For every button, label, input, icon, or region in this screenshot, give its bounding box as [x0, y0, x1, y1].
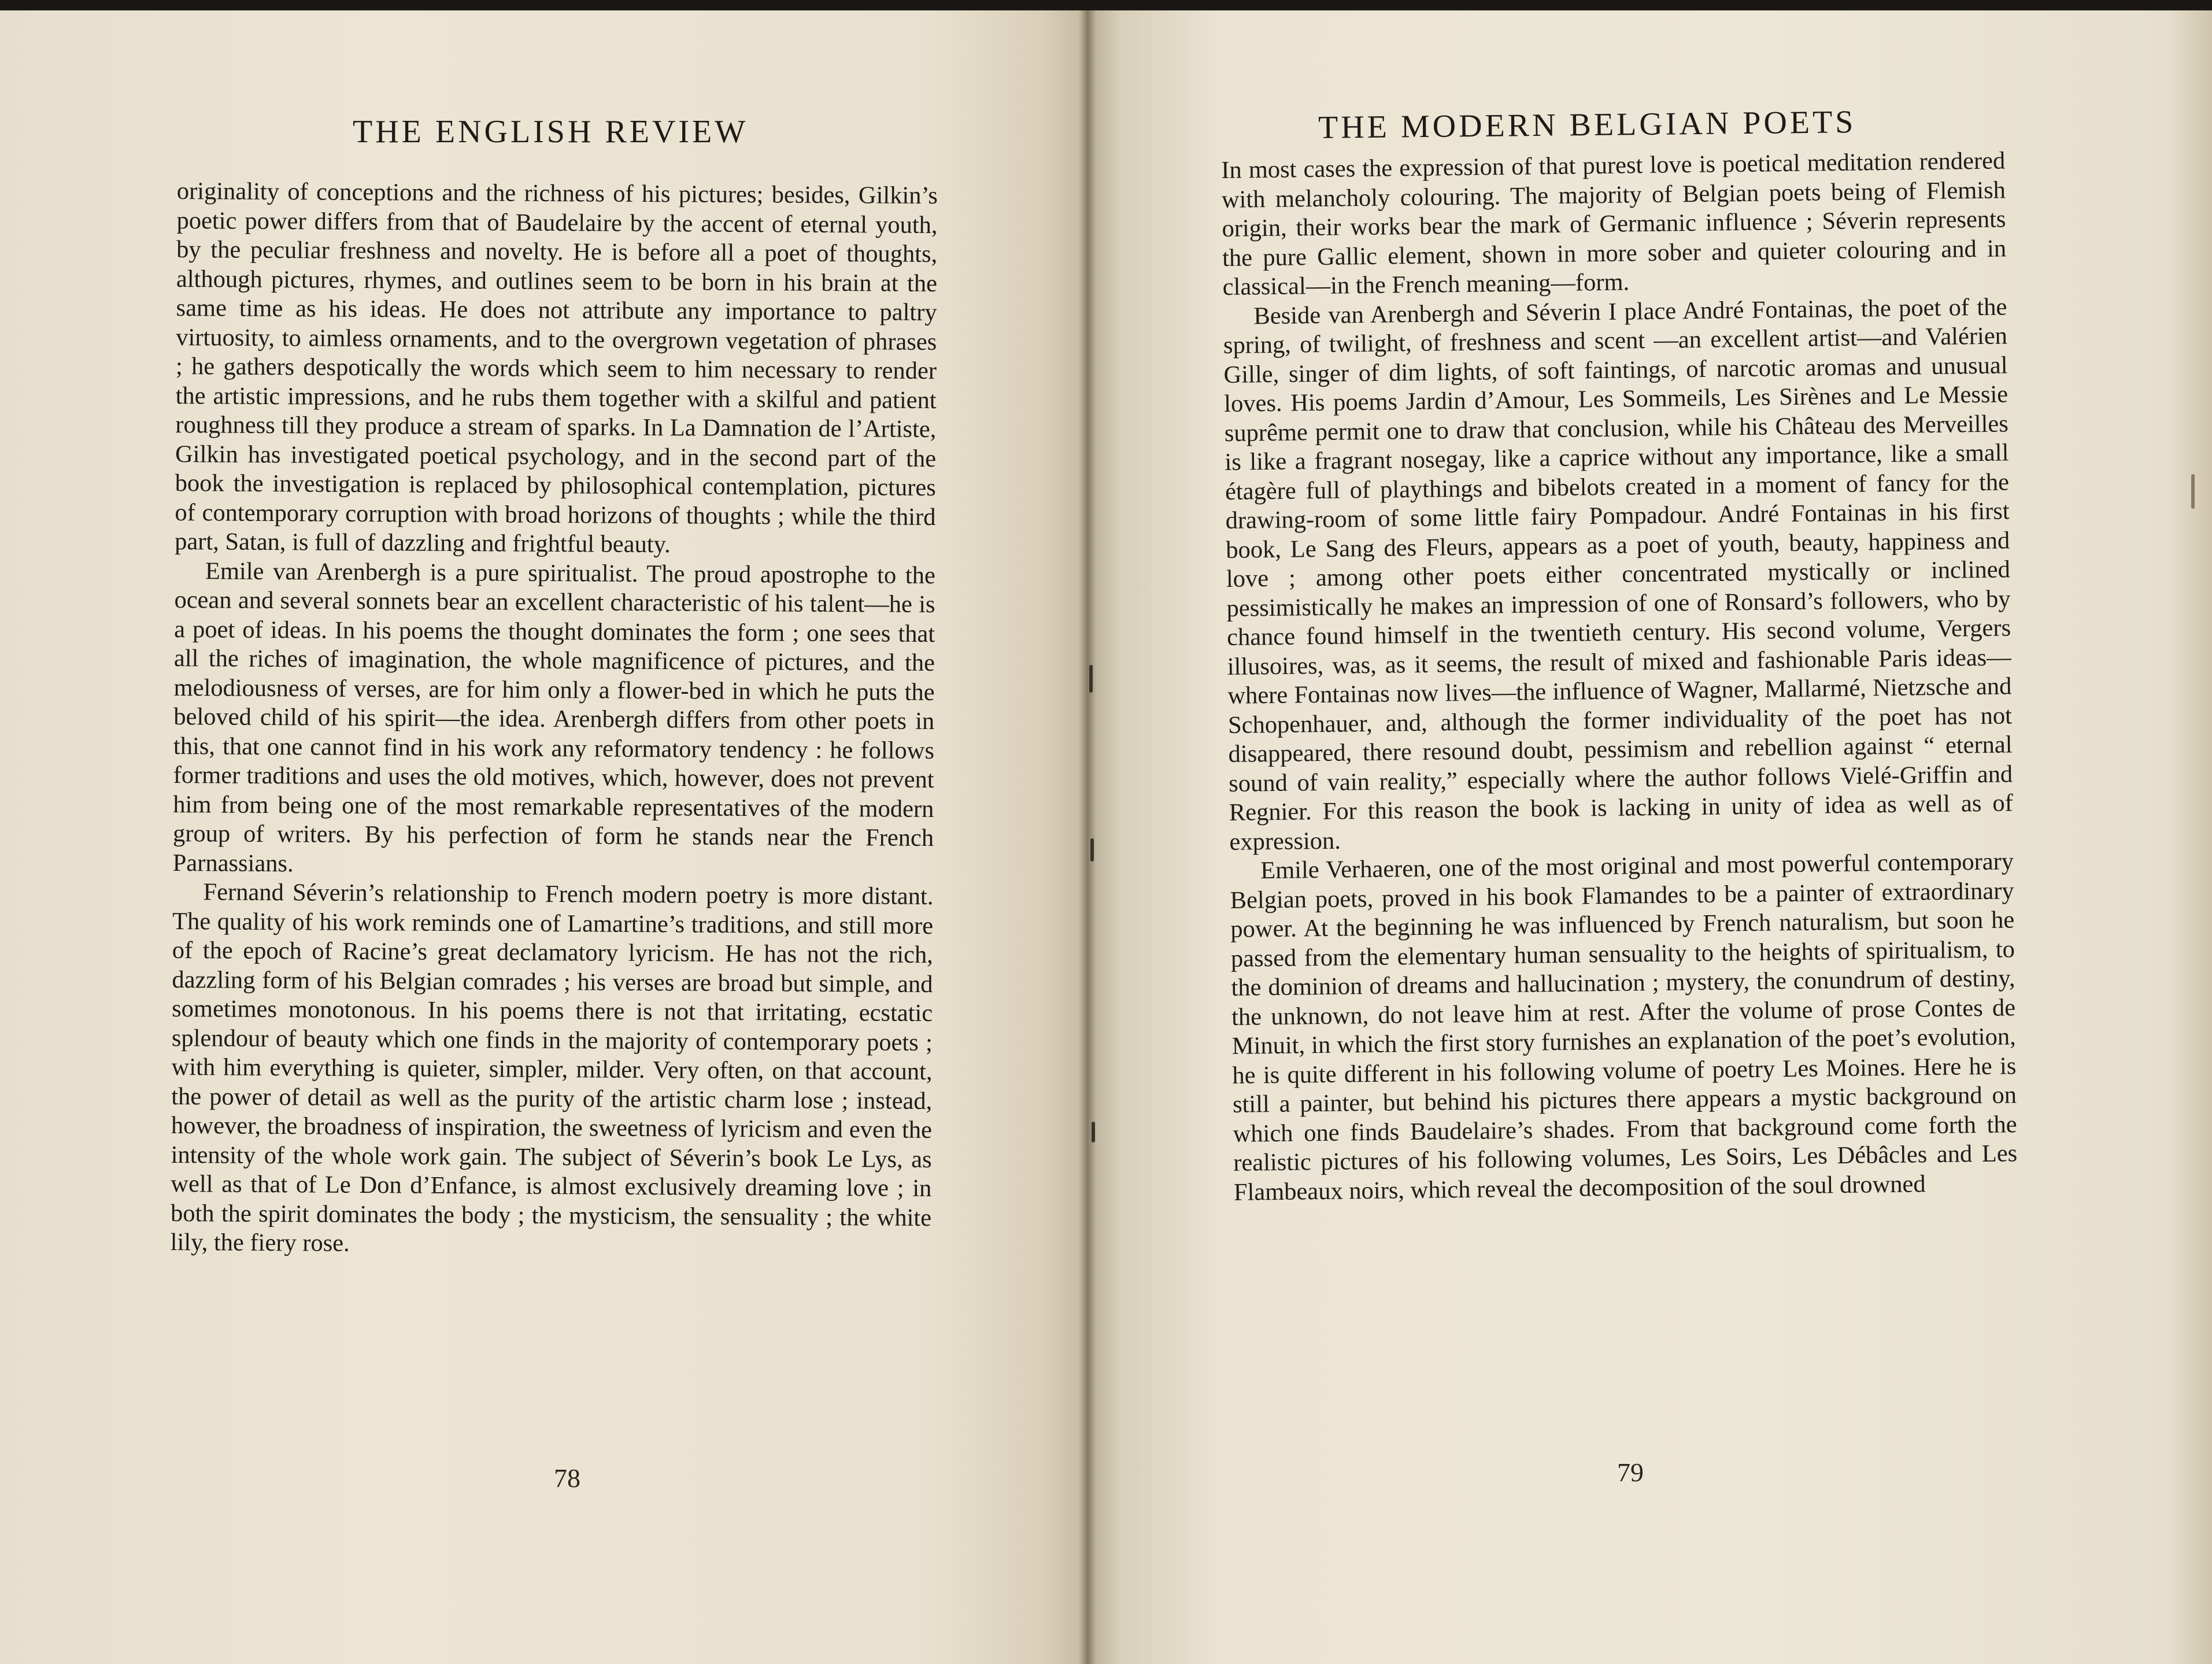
book-gutter [1079, 10, 1096, 1664]
binding-thread-mark [1092, 1122, 1095, 1142]
paragraph: Fernand Séverin’s relationship to French modern poetry is more distant. The quality of his work reminds one of Lamartine’s traditions, and still more of the epoch of Racine’s great declamatory lyricism. He has not the rich, dazzling form of his Belgian comrades ; his verses are broad but simple, and sometimes monotonous. In his poems there is not that irritating, ecstatic splendour of beauty which one finds in the majority of contemporary poets ; with him everything is quieter, simpler, milder. Very often, on that account, the power of detail as well as the purity of the artistic charm lose ; instead, however, the broadness of inspiration, the sweetness of lyricism and even the intensity of the whole work gain. The subject of Séverin’s book Le Lys, as well as that of Le Don d’Enfance, is almost exclusively dreaming love ; in both the spirit dominates the body ; the mysticism, the sensuality ; the white lily, the fiery rose. [170, 878, 934, 1257]
paragraph: Emile Verhaeren, one of the most original and most powerful contemporary Belgian poets, proved in his book Flamandes to be a painter of extraordinary power. At the beginning he was influenced by French naturalism, but soon he passed from the elementary human sensuality to the heights of spiritualism, to the dominion of dreams and hallucination ; mystery, the conundrum of destiny, the unknown, do not leave him at rest. After the volume of prose Contes de Minuit, in which the first story furnishes an explanation of the poet’s evolution, he is quite different in his following volume of poetry Les Moines. Here he is still a painter, but behind his pictures there appears a mystic background on which one finds Baudelaire’s shades. From that background come forth the realistic pictures of his following volumes, Les Soirs, Les Débâcles and Les Flambeaux noirs, which reveal the decomposition of the soul drowned [1230, 848, 2018, 1206]
binding-thread-mark [1089, 665, 1093, 693]
binding-thread-mark [1090, 838, 1094, 861]
page-number-left: 78 [554, 1463, 580, 1493]
right-page-body [1221, 146, 2018, 1207]
running-head-right: THE MODERN BELGIAN POETS [1318, 104, 1856, 146]
paragraph: Emile van Arenbergh is a pure spiritualist. The proud apostrophe to the ocean and several sonnets bear an excellent characteristic of his talent—he is a poet of ideas. In his poems the thought dominates the form ; one sees that all the riches of imagination, the whole magnificence of pictures, and the melodiousness of verses, are for him only a flower-bed in which he puts the beloved child of his spirit—the idea. Arenbergh differs from other poets in this, that one cannot find in his work any reformatory tendency : he follows former traditions and uses the old motives, which, however, does not prevent him from being one of the most remarkable representatives of the modern group of writers. By his perfection of form he stands near the French Parnassians. [172, 557, 935, 877]
page-edge-mark [2191, 474, 2195, 509]
left-page-body [171, 177, 938, 1262]
paragraph: Beside van Arenbergh and Séverin I place André Fontainas, the poet of the spring, of twilight, of freshness and scent —an excellent artist—and Valérien Gille, singer of dim lights, of soft faintings, of narcotic aromas and unusual loves. His poems Jardin d’Amour, Les Sommeils, Les Sirènes and Le Messie suprême permit one to draw that conclusion, while his Château des Merveilles is like a fragrant nosegay, like a caprice without any importance, like a small étagère full of playthings and bibelots created in a moment of fancy for the drawing-room of some little fairy Pompadour. André Fontainas in his first book, Le Sang des Fleurs, appears as a poet of youth, beauty, happiness and love ; among other poets either concentrated mystically or inclined pessimistically he makes an impression of one of Ronsard’s followers, who by chance found himself in the twentieth century. His second volume, Vergers illusoires, was, as it seems, the result of mixed and fashionable Paris ideas—where Fontainas now lives—the influence of Wagner, Mallarmé, Nietzsche and Schopenhauer, and, although the former individuality of the poet has not disappeared, there resound doubt, pessimism and rebellion against “ eternal sound of vain reality,” especially where the author follows Vielé-Griffin and Regnier. For this reason the book is lacking in unity of idea as well as of expression. [1223, 293, 2014, 856]
paragraph: originality of conceptions and the richness of his pictures; besides, Gilkin’s poetic power differs from that of Baudelaire by the accent of eternal youth, by the peculiar freshness and novelty. He is before all a poet of thoughts, although pictures, rhymes, and outlines seem to be born in his brain at the same time as his ideas. He does not attribute any importance to paltry virtuosity, to aimless ornaments, and to the overgrown vegetation of phrases ; he gathers despotically the words which seem to him necessary to render the artistic impressions, and he rubs them together with a skilful and patient roughness till they produce a stream of sparks. In La Damnation de l’Artiste, Gilkin has investigated poetical psychology, and in the second part of the book the investigation is replaced by philosophical contemplation, pictures of contemporary corruption with broad horizons of thoughts ; while the third part, Satan, is full of dazzling and frightful beauty. [175, 177, 938, 559]
page-number-right: 79 [1617, 1458, 1644, 1487]
left-page [0, 10, 1087, 1664]
paragraph: In most cases the expression of that purest love is poetical meditation rendered with melancholy colouring. The majority of Belgian poets being of Flemish origin, their works bear the mark of Germanic influence ; Séverin represents the pure Gallic element, shown in more sober and quieter colouring and in classical—in the French meaning—form. [1221, 147, 2007, 301]
running-head-left: THE ENGLISH REVIEW [353, 114, 749, 150]
